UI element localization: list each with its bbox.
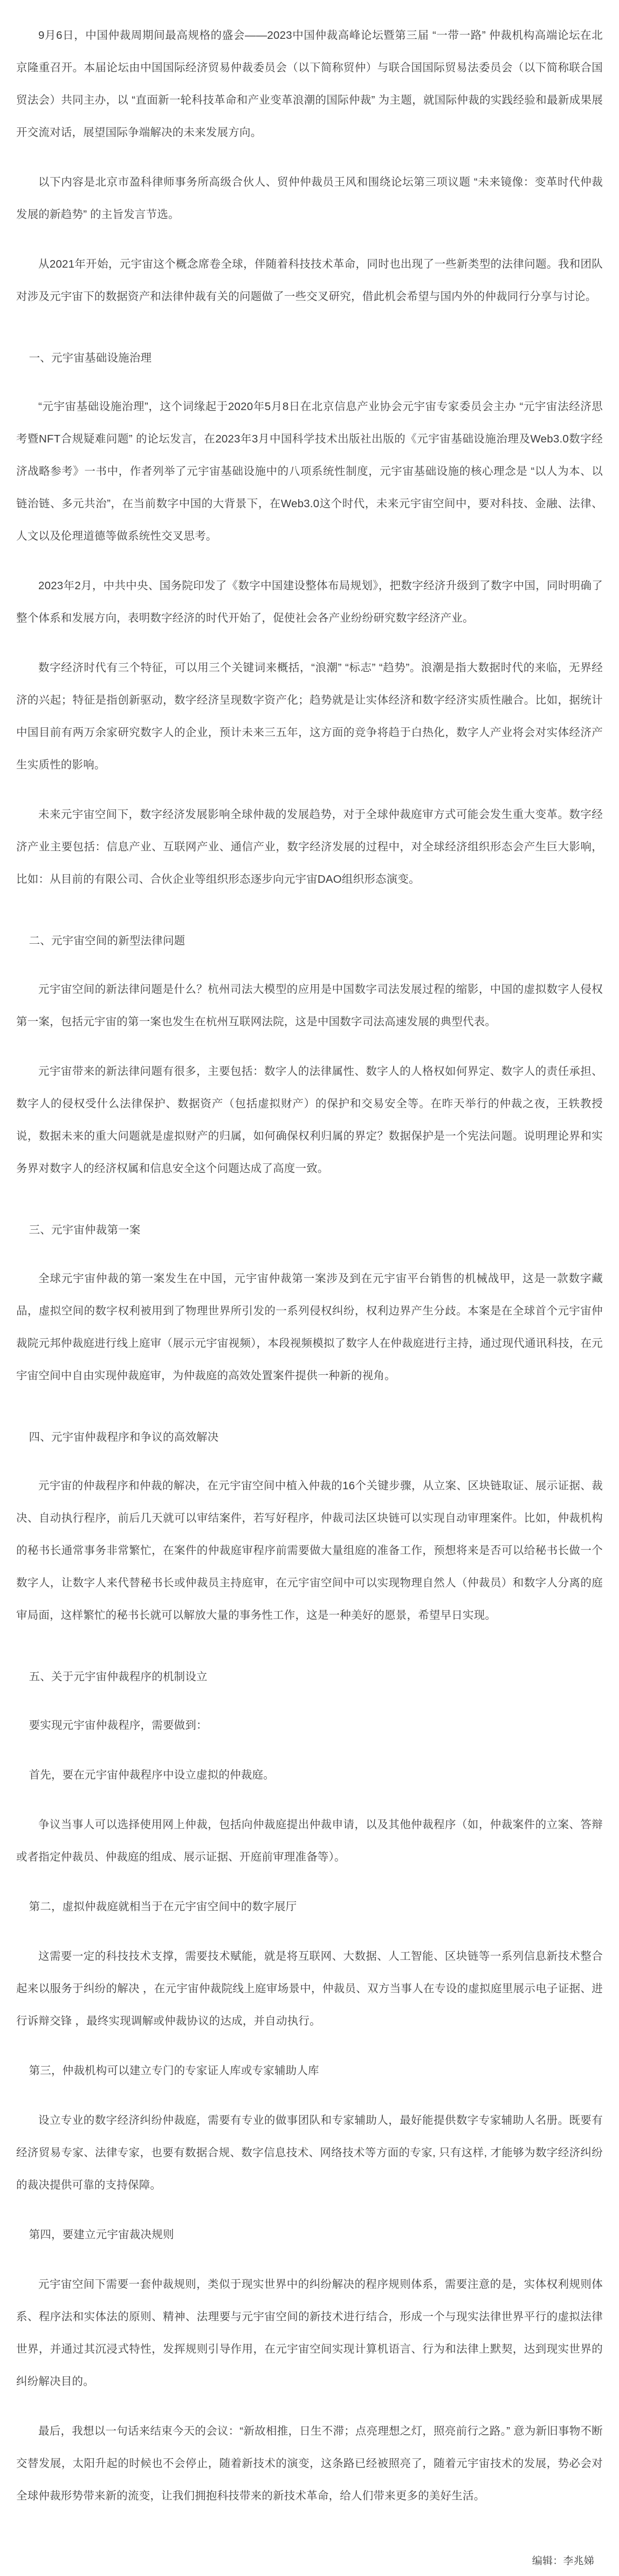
paragraph-s2-p2: 元宇宙带来的新法律问题有很多，主要包括：数字人的法律属性、数字人的人格权如何界定、数字人的责任承担、数字人的侵权受什么法律保护、数据资产（包括虚拟财产）的保护和交易安全等。在昨天举行的仲裁之夜，王轶教授说，数据未来的重大问题就是虚拟财产的归属，如何确保权利归属的界定？数据保护是一个宪法问题。说明理论界和实务界对数字人的经济权属和信息安全这个问题达成了高度一致。: [16, 1065, 603, 1175]
paragraph-s5-p4: 元宇宙空间下需要一套仲裁规则，类似于现实世界中的纠纷解决的程序规则体系，需要注意的是，实体权利规则体系、程序法和实体法的原则、精神、法理要与元宇宙空间的新技术进行结合，形成一个与现实法律世界平行的虚拟法律世界，并通过其沉浸式特性，发挥规则引导作用，在元宇宙空间实现计算机语言、行为和法律上默契，达到现实世界的纠纷解决目的。: [16, 2278, 603, 2388]
subsection-heading-third: 第三，仲裁机构可以建立专门的专家证人库或专家辅助人库: [29, 2064, 319, 2077]
paragraph-intro-1: 9月6日，中国仲裁周期间最高规格的盛会——2023中国仲裁高峰论坛暨第三届 “一带一路” 仲裁机构高端论坛在北京隆重召开。本届论坛由中国国际经济贸易仲裁委员会（以下简称贸仲）与联合国国际贸易法委员会（以下简称联合国贸法会）共同主办，以 “直面新一轮科技革命和产业变革浪潮的国际仲裁” 为主题，就国际仲裁的实践经验和最新成果展开交流对话，展望国际争端解决的未来发展方向。: [16, 29, 603, 139]
article-body: [16, 19, 603, 2571]
lead-first-point: 首先，要在元宇宙仲裁程序中设立虚拟的仲裁庭。: [29, 1769, 274, 1781]
lead-requirements: 要实现元宇宙仲裁程序，需要做到：: [29, 1719, 208, 1732]
section-spacer: [16, 330, 603, 342]
paragraph-s5-p3: 设立专业的数字经济纠纷仲裁庭，需要有专业的做事团队和专家辅助人，最好能提供数字专家辅助人名册。既要有经济贸易专家、法律专家，也要有数据合规、数字信息技术、网络技术等方面的专家, 只有这样, 才能够为数字经济纠纷的裁决提供可靠的支持保障。: [16, 2114, 603, 2191]
paragraph-s4-p1: 元宇宙的仲裁程序和仲裁的解决，在元宇宙空间中植入仲裁的16个关键步骤，从立案、区块链取证、展示证据、裁决、自动执行程序，前后几天就可以审结案件，若写好程序，仲裁司法区块链可以实现自动审理案件。比如，仲裁机构的秘书长通常事务非常繁忙，在案件的仲裁庭审程序前需要做大量组庭的准备工作，预想将来是否可以给秘书长做一个数字人，让数字人来代替秘书长或仲裁员主持庭审，在元宇宙空间中可以实现物理自然人（仲裁员）和数字人分离的庭审局面，这样繁忙的秘书长就可以解放大量的事务性工作，这是一种美好的愿景，希望早日实现。: [16, 1480, 603, 1621]
paragraph-intro-3: 从2021年开始，元宇宙这个概念席卷全球，伴随着科技技术革命，同时也出现了一些新类型的法律问题。我和团队对涉及元宇宙下的数据资产和法律仲裁有关的问题做了一些交叉研究，借此机会希望与国内外的仲裁同行分享与讨论。: [16, 258, 603, 303]
subsection-heading-fourth: 第四，要建立元宇宙裁决规则: [29, 2229, 174, 2241]
editor-credit: 编辑：李兆娣: [532, 2555, 594, 2567]
section-heading-2: 二、元宇宙空间的新型法律问题: [29, 935, 185, 947]
section-heading-4: 四、元宇宙仲裁程序和争议的高效解决: [29, 1431, 219, 1443]
paragraph-s5-p1: 争议当事人可以选择使用网上仲裁，包括向仲裁庭提出仲裁申请，以及其他仲裁程序（如，仲裁案件的立案、答辩或者指定仲裁员、仲裁庭的组成、展示证据、开庭前审理准备等）。: [16, 1818, 603, 1863]
paragraph-s1-p1: “元宇宙基础设施治理”，这个词缘起于2020年5月8日在北京信息产业协会元宇宙专家委员会主办 “元宇宙法经济思考暨NFT合规疑难问题” 的论坛发言，在2023年3月中国科学技术出版社出版的《元宇宙基础设施治理及Web3.0数字经济战略参考》一书中，作者列举了元宇宙基础设施中的八项系统性制度，元宇宙基础设施的核心理念是 “以人为本、以链治链、多元共治”，在当前数字中国的大背景下，在Web3.0这个时代，未来元宇宙空间中，要对科技、金融、法律、人文以及伦理道德等做系统性交叉思考。: [16, 400, 603, 542]
section-heading-3: 三、元宇宙仲裁第一案: [29, 1224, 141, 1236]
paragraph-s3-p1: 全球元宇宙仲裁的第一案发生在中国，元宇宙仲裁第一案涉及到在元宇宙平台销售的机械战甲，这是一款数字藏品，虚拟空间的数字权利被用到了物理世界所引发的一系列侵权纠纷，权利边界产生分歧。本案是在全球首个元宇宙仲裁院元邦仲裁庭进行线上庭审（展示元宇宙视频），本段视频模拟了数字人在仲裁庭进行主持，通过现代通讯科技，在元宇宙空间中自由实现仲裁庭审，为仲裁庭的高效处置案件提供一种新的视角。: [16, 1272, 603, 1382]
section-spacer: [16, 1649, 603, 1661]
paragraph-s1-p2: 2023年2月，中共中央、国务院印发了《数字中国建设整体布局规划》，把数字经济升级到了数字中国，同时明确了整个体系和发展方向，表明数字经济的时代开始了，促使社会各产业纷纷研究数字经济产业。: [16, 580, 603, 624]
paragraph-s1-p4: 未来元宇宙空间下，数字经济发展影响全球仲裁的发展趋势，对于全球仲裁庭审方式可能会发生重大变革。数字经济产业主要包括：信息产业、互联网产业、通信产业，数字经济发展的过程中，对全球经济组织形态会产生巨大影响，比如：从目前的有限公司、合伙企业等组织形态逐步向元宇宙DAO组织形态演变。: [16, 808, 603, 885]
subsection-heading-second: 第二，虚拟仲裁庭就相当于在元宇宙空间中的数字展厅: [29, 1900, 297, 1913]
section-heading-5: 五、关于元宇宙仲裁程序的机制设立: [29, 1671, 208, 1683]
paragraph-s5-p5: 最后，我想以一句话来结束今天的会议：“新故相推，日生不滞；点亮理想之灯，照亮前行之路。” 意为新旧事物不断交替发展，太阳升起的时候也不会停止，随着新技术的演变，这条路已经被照亮了，随着元宇宙技术的发展，势必会对全球仲裁形势带来新的流变，让我们拥抱科技带来的新技术革命，给人们带来更多的美好生活。: [16, 2425, 603, 2502]
paragraph-s2-p1: 元宇宙空间的新法律问题是什么？杭州司法大模型的应用是中国数字司法发展过程的缩影，中国的虚拟数字人侵权第一案，包括元宇宙的第一案也发生在杭州互联网法院，这是中国数字司法高速发展的典型代表。: [16, 983, 603, 1028]
section-spacer: [16, 913, 603, 925]
paragraph-s5-p2: 这需要一定的科技技术支撑，需要技术赋能，就是将互联网、大数据、人工智能、区块链等一系列信息新技术整合起来以服务于纠纷的解决 ，在元宇宙仲裁院线上庭审场景中，仲裁员、双方当事人在专设的虚拟庭里展示电子证据、进行诉辩交锋 ，最终实现调解或仲裁协议的达成，并自动执行。: [16, 1950, 603, 2027]
section-spacer: [16, 1409, 603, 1421]
paragraph-s1-p3: 数字经济时代有三个特征，可以用三个关键词来概括，“浪潮” “标志” “趋势”。浪潮是指大数据时代的来临，无界经济的兴起；特征是指创新驱动，数字经济呈现数字资产化；趋势就是让实体经济和数字经济实质性融合。比如，据统计中国目前有两万余家研究数字人的企业，预计未来三五年，这方面的竞争将趋于白热化，数字人产业将会对实体经济产生实质性的影响。: [16, 662, 603, 771]
section-spacer: [16, 1202, 603, 1214]
paragraph-intro-2: 以下内容是北京市盈科律师事务所高级合伙人、贸仲仲裁员王风和围绕论坛第三项议题 “未来镜像：变革时代仲裁发展的新趋势” 的主旨发言节选。: [16, 176, 603, 221]
section-heading-1: 一、元宇宙基础设施治理: [29, 352, 152, 364]
